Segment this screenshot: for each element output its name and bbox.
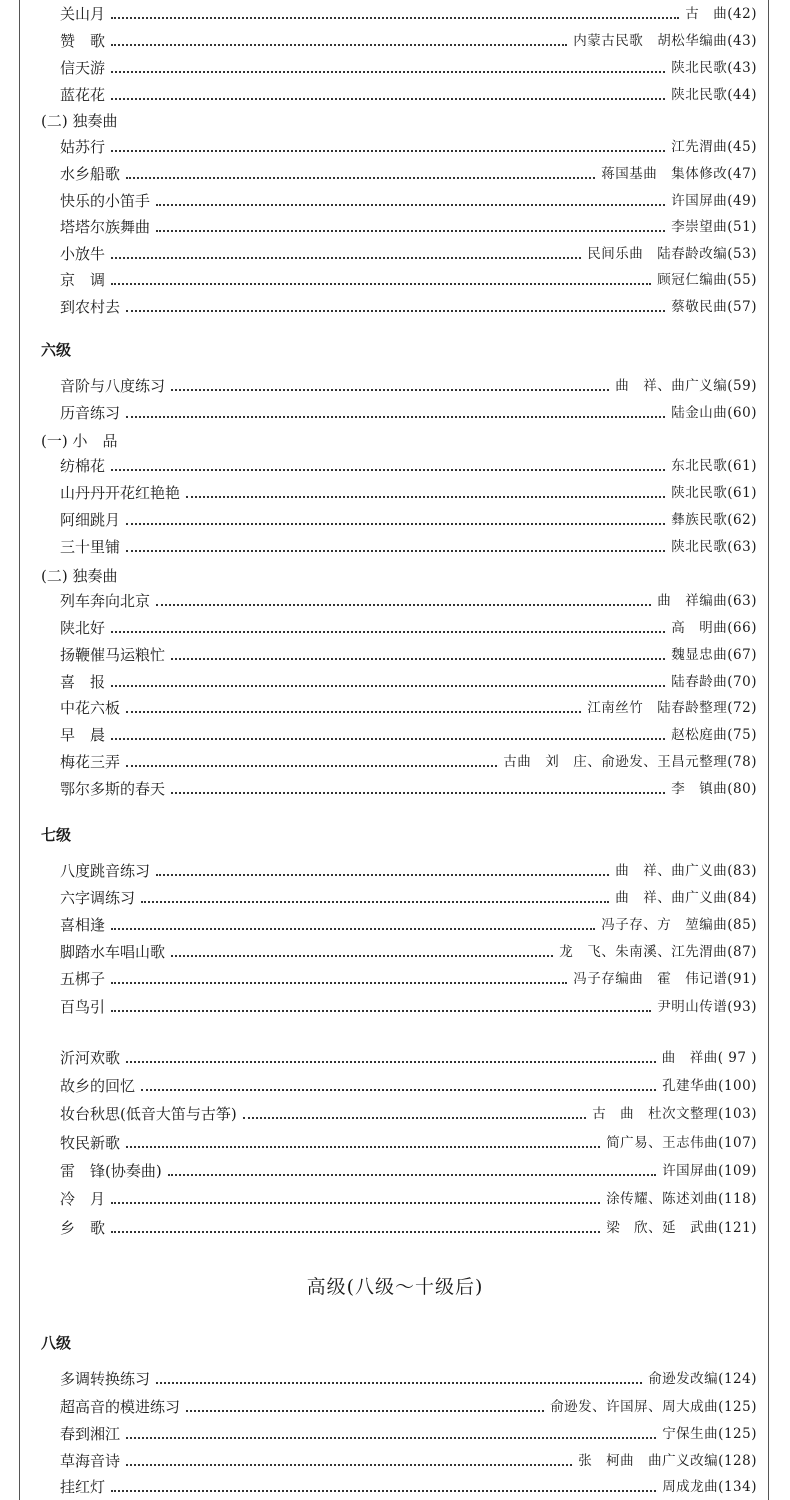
entry-title: 超高音的模进练习: [60, 1398, 181, 1416]
entry-title: 小放牛: [60, 245, 106, 263]
entry-title: 多调转换练习: [60, 1370, 151, 1388]
entry-credit: 孔建华曲(100): [662, 1078, 757, 1094]
entry-title: 列车奔向北京: [60, 592, 151, 610]
entry-title: 喜 报: [60, 673, 106, 691]
toc-entry: [60, 1421, 757, 1447]
dot-leader: [156, 229, 665, 232]
dot-leader: [111, 468, 665, 471]
entry-title: 扬鞭催马运粮忙: [60, 646, 166, 664]
entry-credit: 古 曲 杜次文整理(103): [592, 1106, 757, 1122]
toc-entry: [60, 1101, 757, 1127]
entry-credit: 高 明曲(66): [671, 620, 757, 636]
entry-credit: 民间乐曲 陆春龄改编(53): [587, 246, 757, 262]
dot-leader: [126, 176, 595, 179]
dot-leader: [156, 603, 651, 606]
entry-title: 六字调练习: [60, 889, 136, 907]
toc-entry: [60, 1158, 757, 1184]
dot-leader: [111, 927, 595, 930]
grade-heading: 七级: [41, 826, 72, 844]
entry-title: 喜相逢: [60, 916, 106, 934]
subsection-heading: (一) 小 品: [41, 432, 118, 450]
dot-leader: [126, 764, 497, 767]
entry-title: 陕北好: [60, 619, 106, 637]
dot-leader: [126, 309, 665, 312]
entry-credit: 陕北民歌(43): [671, 60, 757, 76]
grade-heading: 六级: [41, 341, 72, 359]
dot-leader: [111, 630, 665, 633]
dot-leader: [111, 97, 665, 100]
grade-heading: 八级: [41, 1334, 72, 1352]
entry-title: 百鸟引: [60, 998, 106, 1016]
toc-entry: [60, 28, 757, 54]
entry-credit: 内蒙古民歌 胡松华编曲(43): [573, 33, 757, 49]
entry-credit: 陆金山曲(60): [671, 405, 757, 421]
section-title: 高级(八级～十级后): [306, 1276, 484, 1298]
entry-credit: 东北民歌(61): [671, 458, 757, 474]
toc-entry: [60, 994, 757, 1020]
entry-credit: 赵松庭曲(75): [671, 727, 757, 743]
dot-leader: [111, 981, 567, 984]
entry-credit: 蒋国基曲 集体修改(47): [601, 166, 757, 182]
toc-entry: [60, 267, 757, 293]
dot-leader: [171, 388, 609, 391]
entry-title: 五梆子: [60, 970, 106, 988]
dot-leader: [126, 522, 665, 525]
toc-entry: [60, 966, 757, 992]
toc-entry: [60, 55, 757, 81]
entry-credit: 曲 祥曲( 97 ): [661, 1050, 757, 1066]
entry-title: 姑苏行: [60, 138, 106, 156]
toc-entry: [60, 134, 757, 160]
toc-entry: [60, 453, 757, 479]
entry-credit: 江南丝竹 陆春龄整理(72): [587, 700, 757, 716]
toc-entry: [60, 480, 757, 506]
dot-leader: [186, 495, 665, 498]
entry-credit: 俞逊发改编(124): [648, 1371, 757, 1387]
entry-title: 到农村去: [60, 298, 121, 316]
entry-credit: 许国屏曲(49): [671, 193, 757, 209]
entry-credit: 古曲 刘 庄、俞逊发、王昌元整理(78): [503, 754, 757, 770]
toc-entry: [60, 373, 757, 399]
dot-leader: [141, 1088, 656, 1091]
toc-entry: [60, 241, 757, 267]
dot-leader: [141, 900, 609, 903]
entry-title: 中花六板: [60, 699, 121, 717]
entry-title: 鄂尔多斯的春天: [60, 780, 166, 798]
dot-leader: [111, 16, 679, 19]
entry-title: 蓝花花: [60, 86, 106, 104]
entry-title: 阿细跳月: [60, 511, 121, 529]
entry-credit: 曲 祥、曲广义曲(84): [615, 890, 757, 906]
dot-leader: [111, 70, 665, 73]
entry-title: 山丹丹开花红艳艳: [60, 484, 181, 502]
dot-leader: [126, 1145, 600, 1148]
dot-leader: [111, 43, 567, 46]
entry-credit: 许国屏曲(109): [662, 1163, 757, 1179]
toc-entry: [60, 1, 757, 27]
toc-entry: [60, 588, 757, 614]
toc-entry: [60, 1366, 757, 1392]
dot-leader: [156, 873, 609, 876]
entry-title: 妆台秋思(低音大笛与古筝): [60, 1105, 237, 1123]
dot-leader: [111, 684, 665, 687]
entry-title: 纺棉花: [60, 457, 106, 475]
entry-credit: 周成龙曲(134): [662, 1479, 757, 1495]
toc-entry: [60, 188, 757, 214]
dot-leader: [111, 282, 651, 285]
toc-entry: [60, 214, 757, 240]
entry-credit: 陆春龄曲(70): [671, 674, 757, 690]
toc-entry: [60, 749, 757, 775]
subsection-heading: (二) 独奏曲: [41, 567, 118, 585]
entry-title: 故乡的回忆: [60, 1077, 136, 1095]
toc-entry: [60, 722, 757, 748]
entry-credit: 冯子存编曲 霍 伟记谱(91): [573, 971, 757, 987]
dot-leader: [111, 1009, 651, 1012]
entry-title: 京 调: [60, 271, 106, 289]
entry-credit: 张 柯曲 曲广义改编(128): [578, 1453, 757, 1469]
entry-title: 雷 锋(协奏曲): [60, 1162, 162, 1180]
entry-title: 早 晨: [60, 726, 106, 744]
entry-credit: 曲 祥、曲广义曲(83): [615, 863, 757, 879]
entry-credit: 陕北民歌(61): [671, 485, 757, 501]
toc-entry: [60, 82, 757, 108]
entry-credit: 陕北民歌(63): [671, 539, 757, 555]
entry-credit: 曲 祥、曲广义编(59): [615, 378, 757, 394]
toc-entry: [60, 1215, 757, 1241]
dot-leader: [126, 415, 665, 418]
entry-credit: 宁保生曲(125): [662, 1426, 757, 1442]
toc-entry: [60, 858, 757, 884]
entry-title: 三十里铺: [60, 538, 121, 556]
entry-credit: 彝族民歌(62): [671, 512, 757, 528]
toc-entry: [60, 615, 757, 641]
entry-credit: 魏显忠曲(67): [671, 647, 757, 663]
toc-entry: [60, 669, 757, 695]
entry-credit: 龙 飞、朱南溪、江先渭曲(87): [559, 944, 757, 960]
toc-entry: [60, 776, 757, 802]
entry-title: 春到湘江: [60, 1425, 121, 1443]
dot-leader: [126, 1436, 656, 1439]
toc-entry: [60, 1394, 757, 1420]
entry-credit: 尹明山传谱(93): [657, 999, 757, 1015]
dot-leader: [171, 657, 665, 660]
entry-title: 沂河欢歌: [60, 1049, 121, 1067]
dot-leader: [126, 1463, 572, 1466]
toc-entry: [60, 1073, 757, 1099]
entry-title: 水乡船歌: [60, 165, 121, 183]
toc-entry: [60, 1186, 757, 1212]
dot-leader: [126, 1060, 656, 1063]
entry-title: 塔塔尔族舞曲: [60, 218, 151, 236]
dot-leader: [171, 791, 665, 794]
dot-leader: [111, 256, 581, 259]
entry-title: 挂红灯: [60, 1478, 106, 1496]
toc-entry: [60, 507, 757, 533]
dot-leader: [111, 737, 665, 740]
dot-leader: [156, 1381, 642, 1384]
entry-credit: 涂传耀、陈述刘曲(118): [606, 1191, 757, 1207]
toc-entry: [60, 294, 757, 320]
toc-entry: [60, 939, 757, 965]
dot-leader: [186, 1409, 544, 1412]
toc-entry: [60, 1448, 757, 1474]
entry-credit: 俞逊发、许国屏、周大成曲(125): [550, 1399, 757, 1415]
entry-title: 音阶与八度练习: [60, 377, 166, 395]
entry-credit: 江先渭曲(45): [671, 139, 757, 155]
entry-credit: 古 曲(42): [685, 6, 757, 22]
entry-title: 梅花三弄: [60, 753, 121, 771]
entry-credit: 李 镇曲(80): [671, 781, 757, 797]
entry-credit: 冯子存、方 堃编曲(85): [601, 917, 757, 933]
entry-title: 信天游: [60, 59, 106, 77]
entry-credit: 曲 祥编曲(63): [657, 593, 757, 609]
toc-entry: [60, 885, 757, 911]
entry-credit: 简广易、王志伟曲(107): [606, 1135, 757, 1151]
dot-leader: [126, 710, 581, 713]
dot-leader: [111, 149, 665, 152]
entry-title: 八度跳音练习: [60, 862, 151, 880]
dot-leader: [243, 1116, 586, 1119]
entry-title: 草海音诗: [60, 1452, 121, 1470]
toc-entry: [60, 161, 757, 187]
entry-title: 乡 歌: [60, 1219, 106, 1237]
dot-leader: [171, 954, 553, 957]
toc-entry: [60, 1045, 757, 1071]
dot-leader: [126, 549, 665, 552]
entry-title: 快乐的小笛手: [60, 192, 151, 210]
entry-credit: 蔡敬民曲(57): [671, 299, 757, 315]
toc-entry: [60, 400, 757, 426]
toc-entry: [60, 642, 757, 668]
entry-title: 冷 月: [60, 1190, 106, 1208]
dot-leader: [111, 1201, 600, 1204]
toc-entry: [60, 1474, 757, 1500]
entry-credit: 李崇望曲(51): [671, 219, 757, 235]
dot-leader: [111, 1489, 656, 1492]
entry-title: 脚踏水车唱山歌: [60, 943, 166, 961]
dot-leader: [156, 203, 665, 206]
entry-credit: 梁 欣、延 武曲(121): [606, 1220, 757, 1236]
entry-title: 历音练习: [60, 404, 121, 422]
entry-title: 牧民新歌: [60, 1134, 121, 1152]
entry-credit: 顾冠仁编曲(55): [657, 272, 757, 288]
entry-title: 关山月: [60, 5, 106, 23]
toc-entry: [60, 695, 757, 721]
entry-credit: 陕北民歌(44): [671, 87, 757, 103]
toc-entry: [60, 912, 757, 938]
subsection-heading: (二) 独奏曲: [41, 112, 118, 130]
dot-leader: [168, 1173, 656, 1176]
dot-leader: [111, 1230, 600, 1233]
toc-entry: [60, 1130, 757, 1156]
toc-entry: [60, 534, 757, 560]
entry-title: 赞 歌: [60, 32, 106, 50]
